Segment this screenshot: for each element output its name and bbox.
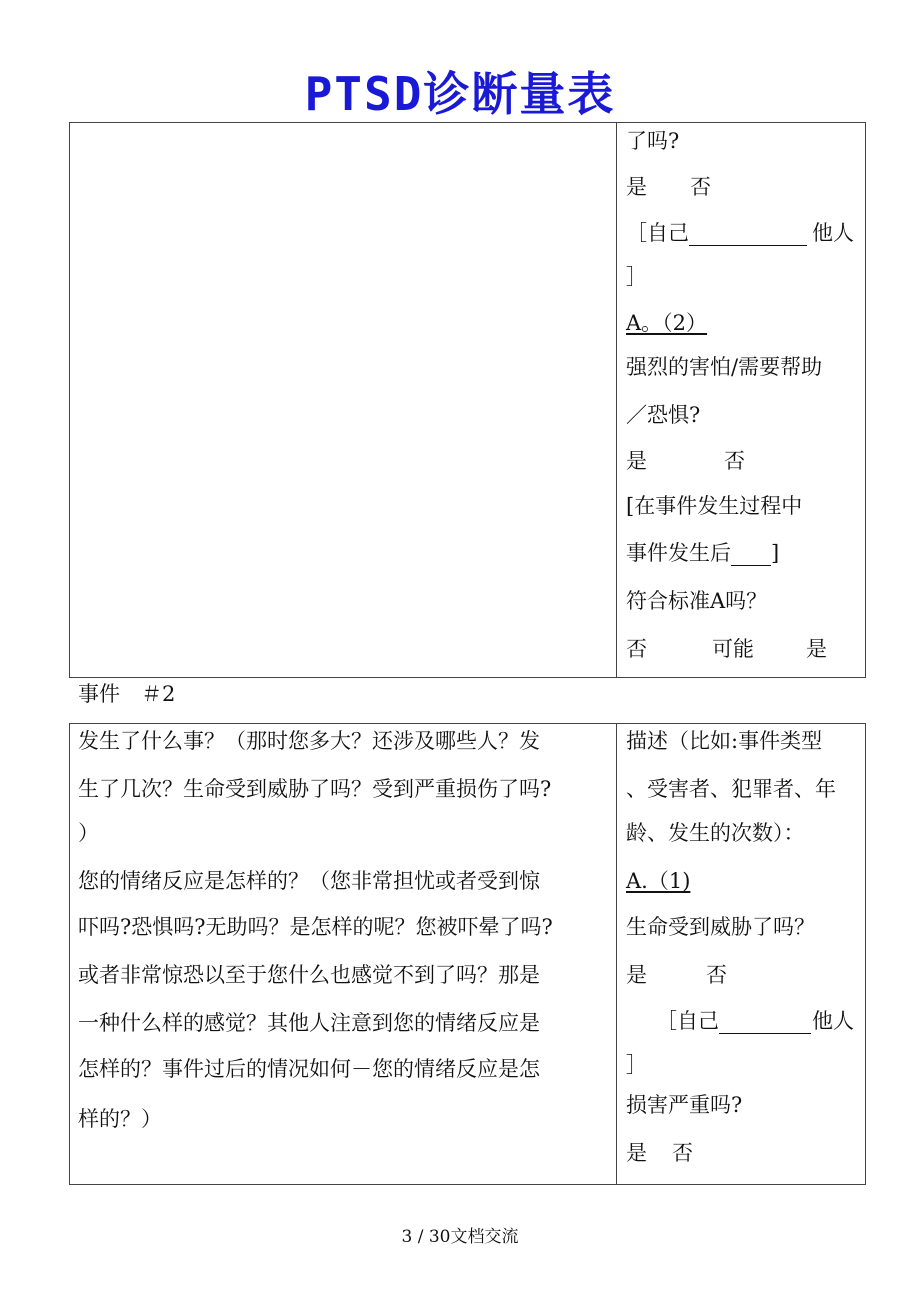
t2-l-line1: 发生了什么事？（那时您多大？还涉及哪些人？发 bbox=[78, 729, 540, 753]
t2-l-line8: 怎样的？事件过后的情况如何－您的情绪反应是怎 bbox=[78, 1057, 540, 1081]
t1-r-after-label: 事件发生后 bbox=[626, 541, 731, 565]
t2-r-criterion-a1: A.（1) bbox=[626, 869, 691, 893]
t1-r-no: 否 bbox=[690, 175, 711, 199]
t2-r-line1: 描述（比如:事件类型 bbox=[626, 729, 823, 753]
t2-r-line2: 、受害者、犯罪者、年 bbox=[626, 777, 836, 801]
t2-r-self bbox=[656, 1008, 811, 1034]
t1-r-others: 他人 bbox=[812, 221, 854, 245]
page-title: PTSD诊断量表 bbox=[304, 67, 616, 121]
t1-r-bracket: ］ bbox=[626, 265, 647, 289]
t2-r-line3: 龄、发生的次数）： bbox=[626, 821, 805, 845]
t2-r-self-label: ［自己 bbox=[656, 1009, 719, 1033]
t2-l-line2: 生了几次？生命受到威胁了吗？受到严重损伤了吗? bbox=[78, 777, 552, 801]
t1-r-yes-3: 是 bbox=[806, 637, 827, 661]
t1-r-line7: ／恐惧? bbox=[626, 403, 701, 427]
t1-r-close-bracket: ] bbox=[771, 541, 780, 565]
t2-r-yes-2: 是 bbox=[626, 1141, 647, 1165]
t1-r-no-2: 否 bbox=[724, 449, 745, 473]
t1-r-line9: [在事件发生过程中 bbox=[626, 494, 803, 518]
t2-l-line6: 或者非常惊恐以至于您什么也感觉不到了吗？那是 bbox=[78, 963, 540, 987]
t2-r-others: 他人 bbox=[812, 1009, 854, 1033]
t1-r-yes: 是 bbox=[626, 175, 647, 199]
t2-r-no-2: 否 bbox=[672, 1141, 693, 1165]
page-footer: 3 / 30文档交流 bbox=[401, 1227, 519, 1247]
t2-l-line9: 样的？） bbox=[78, 1107, 162, 1131]
t2-r-blank-1 bbox=[719, 1011, 811, 1034]
t1-r-maybe: 可能 bbox=[712, 637, 754, 661]
t2-l-line4: 您的情绪反应是怎样的？（您非常担忧或者受到惊 bbox=[78, 869, 540, 893]
t2-r-no: 否 bbox=[706, 963, 727, 987]
t1-r-criterion-a2: A。（2） bbox=[626, 311, 708, 335]
t2-l-line7: 一种什么样的感觉？其他人注意到您的情绪反应是 bbox=[78, 1011, 540, 1035]
t2-r-line9: 损害严重吗? bbox=[626, 1093, 743, 1117]
t1-r-self-label: ［自己 bbox=[626, 221, 689, 245]
t1-r-line10 bbox=[626, 540, 779, 566]
event-label: 事件 ＃2 bbox=[78, 682, 176, 706]
table-2-divider bbox=[616, 723, 617, 1185]
t1-r-line1: 了吗? bbox=[626, 129, 680, 153]
t2-r-bracket: ］ bbox=[626, 1053, 647, 1077]
t1-r-line6: 强烈的害怕/需要帮助 bbox=[626, 355, 823, 379]
t1-r-line11: 符合标准A吗？ bbox=[626, 589, 768, 613]
t1-r-self bbox=[626, 220, 807, 246]
t2-r-yes: 是 bbox=[626, 963, 647, 987]
t2-l-line3: ） bbox=[78, 821, 99, 845]
t1-r-blank-1 bbox=[689, 223, 807, 246]
t2-r-line5: 生命受到威胁了吗？ bbox=[626, 915, 815, 939]
t2-l-line5: 吓吗?恐惧吗?无助吗？是怎样的呢？您被吓晕了吗? bbox=[78, 915, 553, 939]
table-1-divider bbox=[616, 122, 617, 678]
t1-r-no-3: 否 bbox=[626, 637, 647, 661]
t1-r-blank-2 bbox=[731, 543, 771, 566]
t1-r-yes-2: 是 bbox=[626, 449, 647, 473]
